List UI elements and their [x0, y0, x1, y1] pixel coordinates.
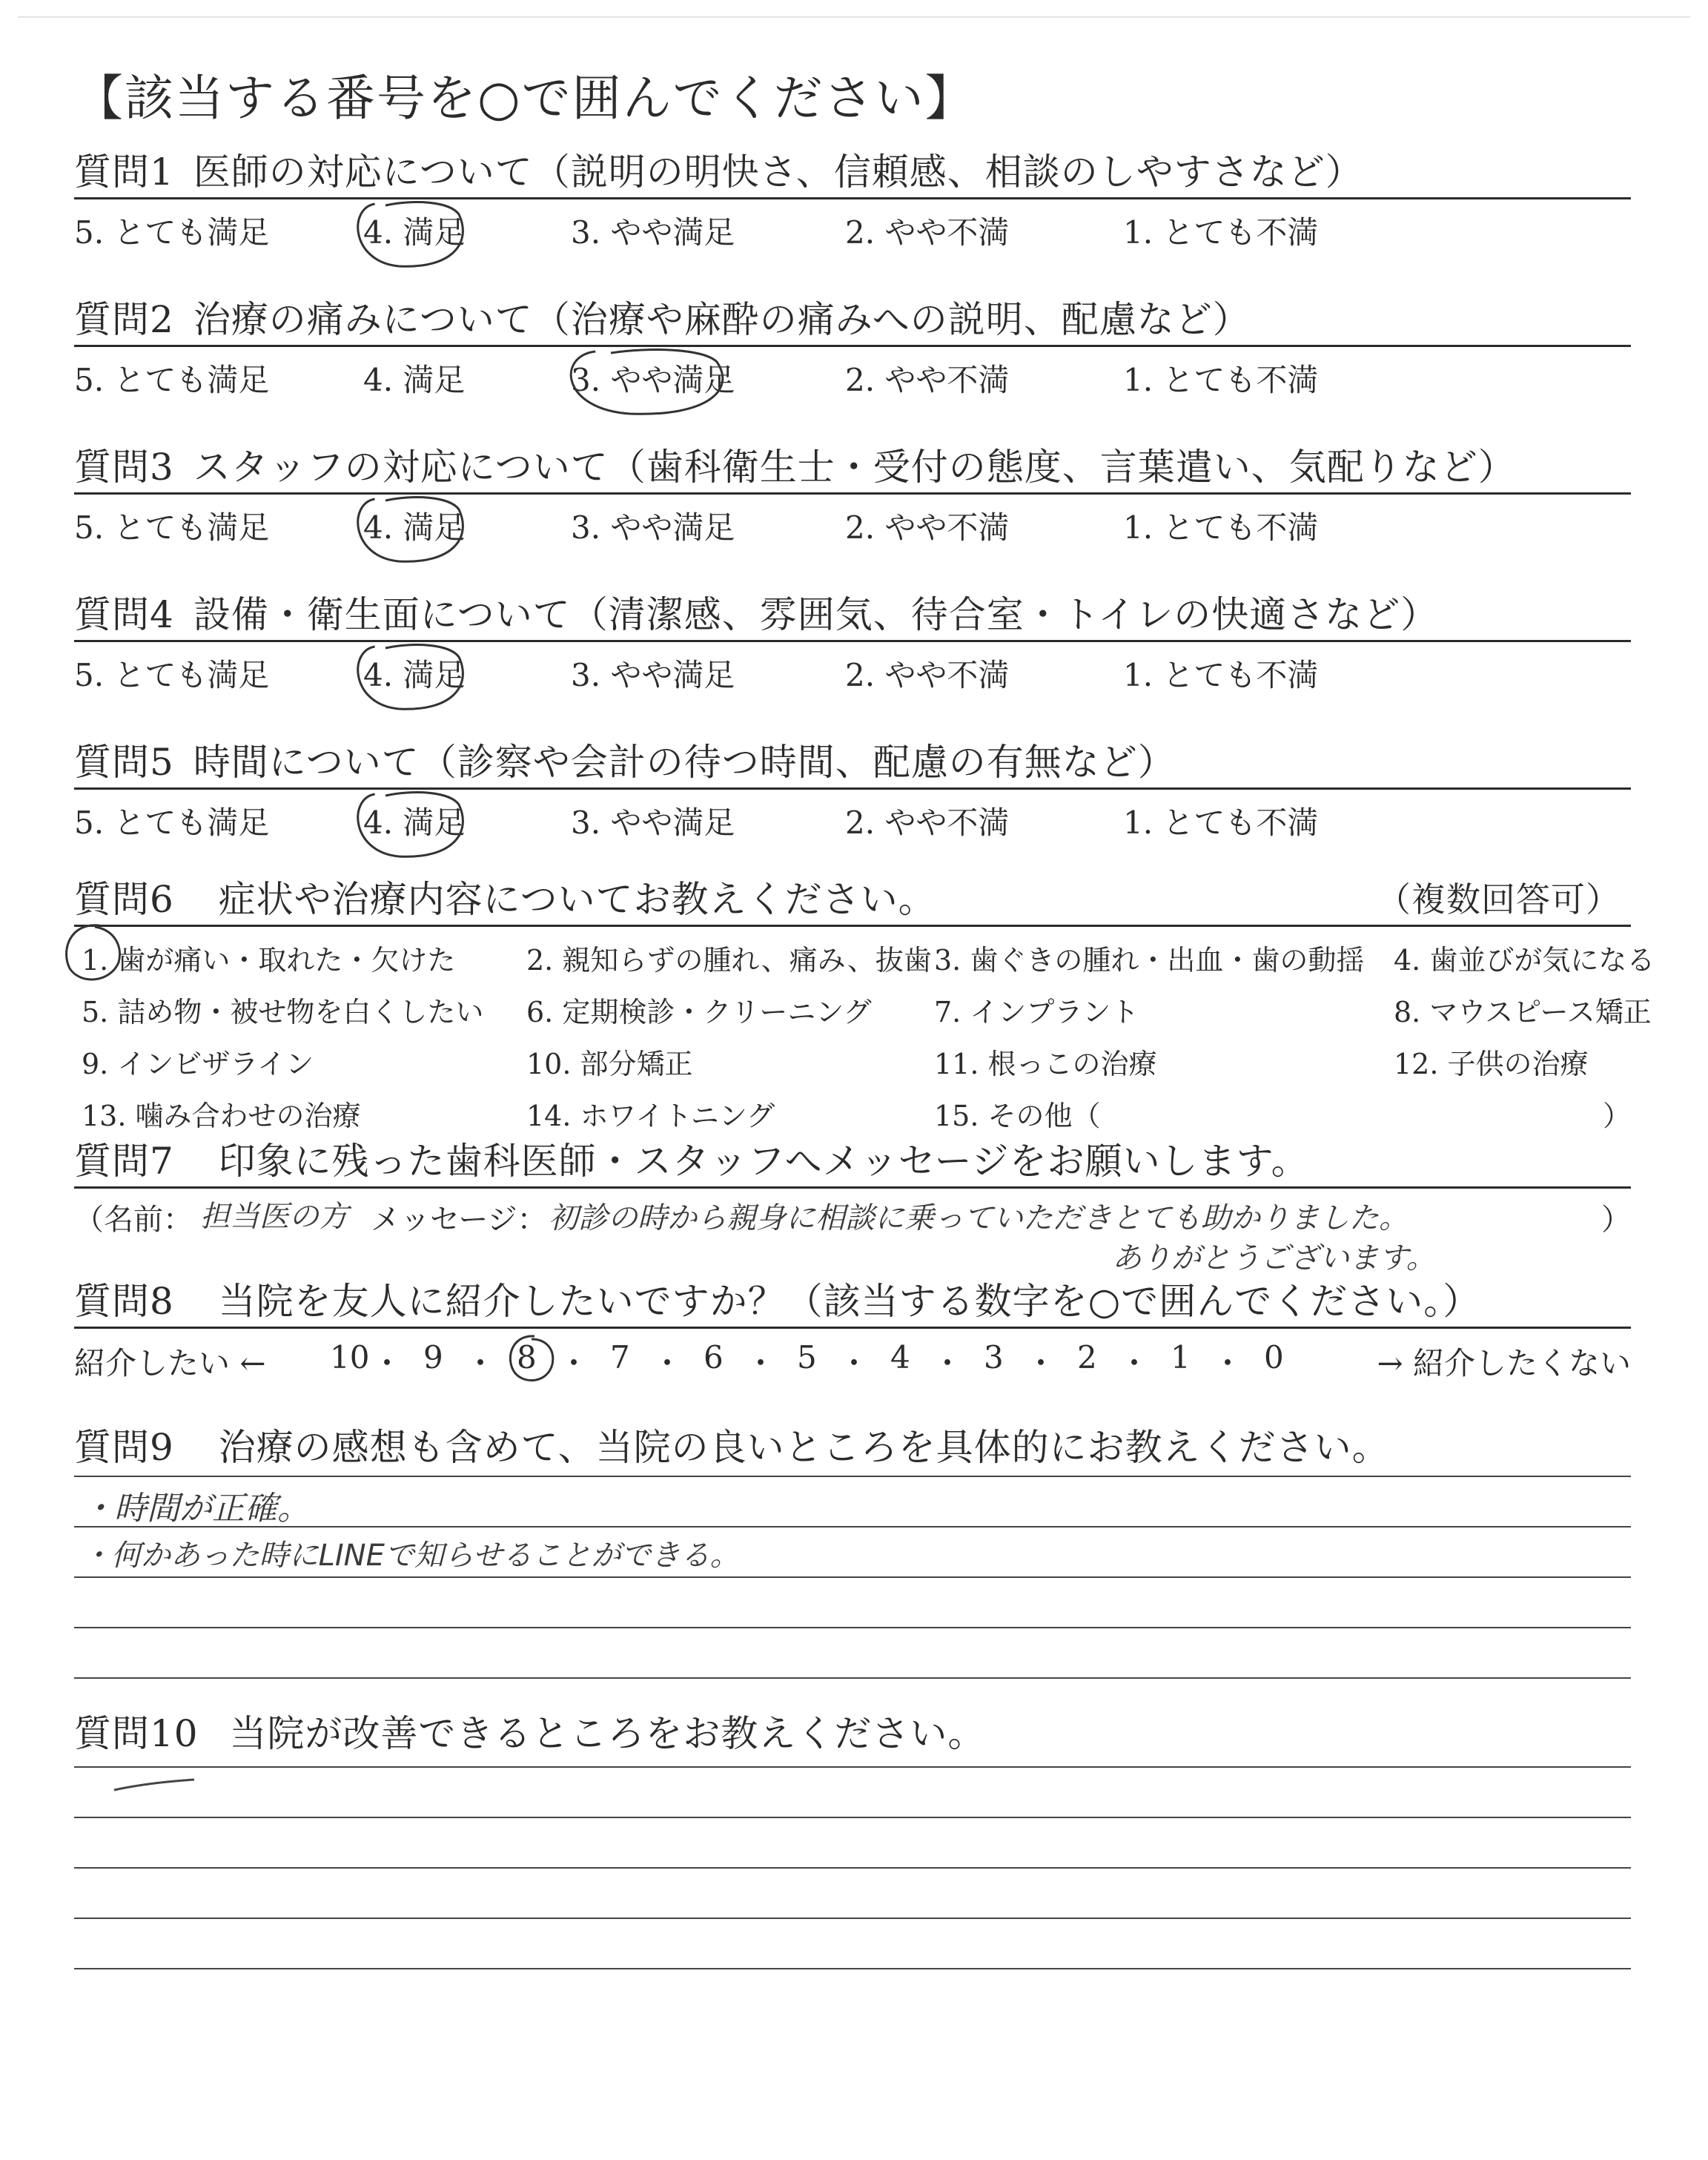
multiple-answer-note: （複数回答可）: [1377, 879, 1621, 919]
rating-option[interactable]: 4. 満足: [363, 657, 466, 693]
rating-option[interactable]: 5. とても満足: [74, 362, 270, 398]
scale-separator: ・: [838, 1345, 870, 1381]
scale-number[interactable]: 1: [1171, 1339, 1191, 1375]
answer-line: [74, 1476, 1631, 1477]
symptom-option[interactable]: 9. インビザライン: [82, 1048, 314, 1080]
scale-number[interactable]: 6: [704, 1339, 724, 1375]
symptom-option[interactable]: 11. 根っこの治療: [934, 1048, 1157, 1080]
question-label: 質問9: [74, 1426, 174, 1469]
question-text: 当院を友人に紹介したいですか？（該当する数字を○で囲んでください。）: [218, 1280, 1481, 1323]
question-label: 質問5: [74, 741, 174, 784]
good-point-2: ・何かあった時にLINEで知らせることができる。: [82, 1539, 740, 1573]
rating-option[interactable]: 5. とても満足: [74, 657, 270, 693]
question-header: [74, 442, 1631, 492]
rating-option[interactable]: 2. やや不満: [845, 362, 1010, 398]
symptom-option[interactable]: 3. 歯ぐきの腫れ・出血・歯の動揺: [934, 944, 1365, 977]
answer-line: [74, 1627, 1631, 1628]
question-2: [74, 294, 1631, 406]
rating-option[interactable]: 1. とても不満: [1123, 805, 1319, 841]
rating-option[interactable]: 4. 満足: [363, 509, 466, 546]
scale-separator: ・: [1119, 1345, 1151, 1381]
rating-option[interactable]: 1. とても不満: [1123, 509, 1319, 546]
symptom-option[interactable]: 8. マウスピース矯正: [1394, 996, 1652, 1028]
rating-option[interactable]: 2. やや不満: [845, 214, 1010, 251]
good-point-1: ・時間が正確。: [82, 1490, 310, 1527]
symptom-option[interactable]: 12. 子供の治療: [1394, 1048, 1589, 1080]
rating-option[interactable]: 3. やや満足: [571, 805, 735, 841]
rating-options: [74, 347, 1631, 406]
rating-options: [74, 199, 1631, 259]
scale-separator: ・: [1212, 1345, 1244, 1381]
symptom-options: [74, 927, 1655, 1136]
rating-option[interactable]: 3. やや満足: [571, 362, 735, 398]
scale-number[interactable]: 10: [330, 1339, 370, 1375]
scale-number[interactable]: 4: [890, 1339, 910, 1375]
question-text: 治療の感想も含めて、当院の良いところを具体的にお教えください。: [218, 1426, 1390, 1469]
message-answer-line-2: ありがとうございます。: [1112, 1241, 1436, 1275]
question-label: 質問1: [74, 151, 174, 194]
question-9: [74, 1422, 1631, 1682]
question-text: 時間について（診察や会計の待つ時間、配慮の有無など）: [193, 741, 1176, 784]
question-label: 質問3: [74, 446, 174, 489]
question-10-header: [74, 1708, 1631, 1759]
rating-questions: [74, 147, 1631, 849]
scale-number[interactable]: 0: [1264, 1339, 1284, 1375]
name-answer: 担当医の方: [200, 1200, 348, 1234]
question-8-header: [74, 1276, 1631, 1327]
rating-option[interactable]: 2. やや不満: [845, 509, 1010, 546]
rating-option[interactable]: 3. やや満足: [571, 509, 735, 546]
rating-options: [74, 790, 1631, 849]
answer-line: [74, 1677, 1631, 1679]
rating-option[interactable]: 4. 満足: [363, 214, 466, 251]
rating-option[interactable]: 2. やや不満: [845, 657, 1010, 693]
question-text: スタッフの対応について（歯科衛生士・受付の態度、言葉遣い、気配りなど）: [193, 446, 1516, 489]
rating-option[interactable]: 1. とても不満: [1123, 657, 1319, 693]
question-header: [74, 589, 1631, 640]
scale-number[interactable]: 7: [610, 1339, 630, 1375]
symptom-option[interactable]: 7. インプラント: [934, 996, 1139, 1028]
question-text: 治療の痛みについて（治療や麻酔の痛みへの説明、配慮など）: [193, 298, 1251, 341]
question-text: 症状や治療内容についてお教えください。: [218, 878, 936, 921]
question-label: 質問6: [74, 878, 174, 921]
rating-option[interactable]: 2. やや不満: [845, 805, 1010, 841]
symptom-option[interactable]: 10. 部分矯正: [526, 1048, 693, 1080]
question-5: [74, 737, 1631, 849]
question-1: [74, 147, 1631, 259]
scale-separator: ・: [465, 1345, 497, 1381]
scale-number[interactable]: 5: [797, 1339, 817, 1375]
rating-option[interactable]: 3. やや満足: [571, 214, 735, 251]
question-header: [74, 737, 1631, 787]
pen-stroke-mark: [111, 1774, 200, 1796]
rating-option[interactable]: 5. とても満足: [74, 805, 270, 841]
name-label: （名前：: [74, 1203, 193, 1237]
form-title: 【該当する番号を○で囲んでください】: [74, 70, 976, 127]
scale-separator: ・: [558, 1345, 590, 1381]
symptom-option[interactable]: 15. その他（: [934, 1100, 1101, 1132]
question-label: 質問8: [74, 1280, 174, 1323]
question-3: [74, 442, 1631, 554]
answer-line: [74, 1576, 1631, 1578]
question-label: 質問10: [74, 1712, 199, 1755]
symptom-option[interactable]: 6. 定期検診・クリーニング: [526, 996, 872, 1028]
answer-line: [74, 1918, 1631, 1919]
rating-option[interactable]: 4. 満足: [363, 362, 466, 398]
scale-separator: ・: [652, 1345, 683, 1381]
question-header: [74, 294, 1631, 345]
scale-separator: ・: [932, 1345, 964, 1381]
message-label: メッセージ：: [371, 1203, 547, 1237]
symptom-option[interactable]: 1. 歯が痛い・取れた・欠けた: [82, 944, 456, 977]
scale-number[interactable]: 3: [984, 1339, 1004, 1375]
symptom-option[interactable]: 13. 噛み合わせの治療: [82, 1100, 361, 1132]
improvement-area: [74, 1759, 1631, 1981]
scale-left-label: 紹介したい ←: [74, 1345, 266, 1381]
rating-option[interactable]: 1. とても不満: [1123, 214, 1319, 251]
question-text: 当院が改善できるところをお教えください。: [229, 1712, 986, 1755]
question-7-header: [74, 1136, 1631, 1186]
top-border: [18, 16, 1690, 18]
survey-form: [74, 52, 1655, 1981]
rating-option[interactable]: 5. とても満足: [74, 509, 270, 546]
scale-separator: ・: [745, 1345, 777, 1381]
question-header: [74, 147, 1631, 197]
question-label: 質問2: [74, 298, 174, 341]
scale-right-label: → 紹介したくない: [1377, 1345, 1631, 1381]
good-points-area: [74, 1473, 1631, 1682]
symptom-option[interactable]: 4. 歯並びが気になる: [1394, 944, 1655, 977]
scale-separator: ・: [371, 1345, 403, 1381]
message-close-paren: ）: [1601, 1203, 1631, 1237]
rating-option[interactable]: 1. とても不満: [1123, 362, 1319, 398]
question-10: [74, 1708, 1631, 1981]
message-answer-line-1: 初診の時から親身に相談に乗っていただきとても助かりました。: [549, 1201, 1409, 1235]
question-text: 印象に残った歯科医師・スタッフへメッセージをお願いします。: [218, 1140, 1309, 1183]
recommend-scale: [74, 1329, 1631, 1390]
scale-number[interactable]: 8: [517, 1339, 537, 1375]
question-text: 医師の対応について（説明の明快さ、信頼感、相談のしやすさなど）: [193, 151, 1363, 194]
scale-number[interactable]: 9: [423, 1339, 443, 1375]
symptom-option[interactable]: 14. ホワイトニング: [526, 1100, 775, 1132]
answer-line: [74, 1817, 1631, 1818]
question-label: 質問4: [74, 593, 174, 636]
question-6: [74, 874, 1655, 1136]
question-label: 質問7: [74, 1140, 174, 1183]
scale-number[interactable]: 2: [1077, 1339, 1097, 1375]
other-close-paren: ）: [1602, 1100, 1631, 1132]
symptom-option[interactable]: 5. 詰め物・被せ物を白くしたい: [82, 996, 484, 1028]
message-area: [74, 1189, 1631, 1276]
rating-options: [74, 495, 1631, 554]
question-7: [74, 1136, 1631, 1276]
rating-option[interactable]: 4. 満足: [363, 805, 466, 841]
scale-separator: ・: [1025, 1345, 1057, 1381]
answer-line: [74, 1766, 1631, 1768]
rating-option[interactable]: 5. とても満足: [74, 214, 270, 251]
question-4: [74, 589, 1631, 701]
rating-option[interactable]: 3. やや満足: [571, 657, 735, 693]
rating-options: [74, 642, 1631, 701]
question-9-header: [74, 1422, 1631, 1473]
answer-line: [74, 1867, 1631, 1869]
answer-line: [74, 1968, 1631, 1969]
question-6-header: [74, 874, 1631, 925]
question-text: 設備・衛生面について（清潔感、雰囲気、待合室・トイレの快適さなど）: [193, 593, 1439, 636]
symptom-option[interactable]: 2. 親知らずの腫れ、痛み、抜歯: [526, 944, 932, 977]
question-8: [74, 1276, 1631, 1390]
